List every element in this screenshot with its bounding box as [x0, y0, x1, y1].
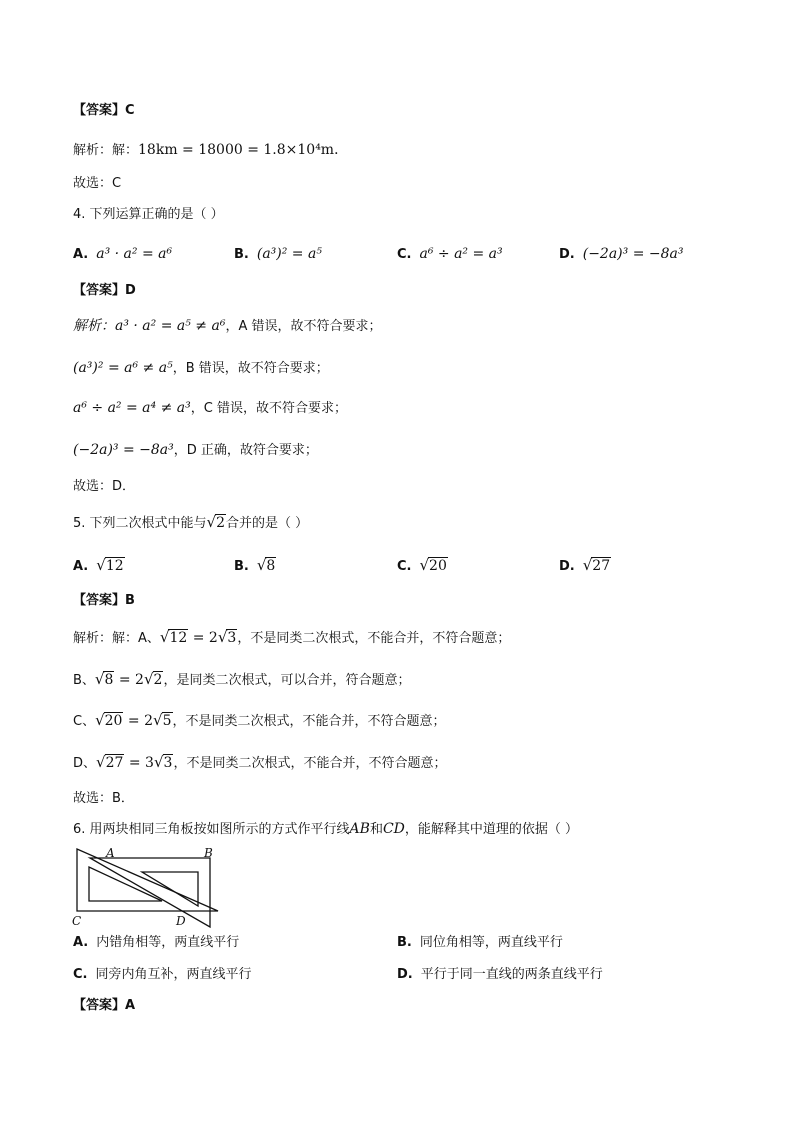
- q3-select: 故选：C: [73, 176, 122, 191]
- q5-analysis-line-1: [73, 626, 510, 648]
- figure-label-d: D: [176, 914, 186, 928]
- q5-answer: 【答案】B: [73, 593, 135, 608]
- q5-option-d-label: D.: [559, 559, 575, 574]
- q6-option-c-text: 同旁内角互补，两直线平行: [95, 967, 252, 982]
- q4-option-c-label: C.: [397, 247, 412, 262]
- q5-analysis-1-eq: = 2: [188, 630, 218, 646]
- q6-option-b: [397, 932, 563, 954]
- q4-option-d-label: D.: [559, 247, 575, 262]
- figure-label-c: C: [72, 914, 82, 928]
- q4-answer: 【答案】D: [73, 283, 136, 298]
- sqrt-icon: √: [96, 556, 106, 574]
- sqrt-icon: √: [153, 753, 164, 771]
- q5-analysis-1-r1: 12: [169, 630, 188, 646]
- q5-analysis-4-prefix: D、: [73, 756, 97, 771]
- q5-option-c: [397, 554, 448, 576]
- sqrt-icon: √: [96, 753, 106, 771]
- q5-option-c-text: 20: [429, 558, 447, 574]
- q6-stem-suffix: ，能解释其中道理的依据（ ）: [404, 822, 579, 837]
- triangle-ruler-right-outer: [90, 858, 210, 927]
- q6-option-d: [397, 964, 603, 986]
- q5-analysis-2-text: ，是同类二次根式，可以合并，符合题意；: [163, 673, 411, 688]
- q4-analysis-1-text: ，A 错误，故不符合要求；: [225, 319, 382, 334]
- q6-option-b-text: 同位角相等，两直线平行: [419, 935, 563, 950]
- q3-analysis-prefix: 解析：解：: [73, 143, 139, 158]
- q4-analysis-line-2: [73, 357, 329, 379]
- q4-analysis-3-math: a⁶ ÷ a² = a⁴ ≠ a³: [73, 400, 191, 416]
- q5-analysis-3-text: ，不是同类二次根式，不能合并，不符合题意；: [172, 714, 446, 729]
- sqrt-icon: √: [143, 670, 154, 688]
- q5-select: 故选：B．: [73, 791, 134, 806]
- q4-option-b-label: B.: [234, 247, 249, 262]
- figure-label-a: A: [106, 846, 115, 860]
- q4-option-a: [73, 243, 172, 265]
- q4-analysis-line-4: [73, 439, 318, 461]
- q4-stem: 4. 下列运算正确的是（ ）: [73, 207, 224, 222]
- q5-option-c-label: C.: [397, 559, 412, 574]
- q4-option-c: [397, 243, 503, 265]
- q3-analysis-math: 18km = 18000 = 1.8×10⁴m．: [138, 142, 349, 158]
- q6-option-c-label: C.: [73, 967, 88, 982]
- q5-option-b-text: 8: [266, 558, 276, 574]
- q3-analysis: [73, 139, 348, 161]
- q5-option-a-text: 12: [105, 558, 124, 574]
- q4-option-c-text: a⁶ ÷ a² = a³: [419, 246, 503, 262]
- sqrt-icon: √: [95, 711, 105, 729]
- q5-analysis-4-eq: = 3: [124, 755, 154, 771]
- q4-option-a-label: A.: [73, 247, 89, 262]
- q4-analysis-4-math: (−2a)³ = −8a³: [73, 442, 174, 458]
- q5-analysis-3-r1: 20: [104, 713, 123, 729]
- q5-option-b-label: B.: [234, 559, 249, 574]
- q4-analysis-line-1: [73, 315, 381, 337]
- sqrt-icon: √: [206, 513, 217, 531]
- q6-stem-ab: AB: [349, 821, 370, 837]
- q4-option-b: [234, 243, 322, 265]
- q6-stem-and: 和: [369, 822, 383, 837]
- q6-option-d-text: 平行于同一直线的两条直线平行: [420, 967, 603, 982]
- q6-option-a-label: A.: [73, 935, 89, 950]
- q5-stem-suffix: 合并的是（ ）: [226, 516, 309, 531]
- q5-analysis-line-4: [73, 751, 446, 773]
- q4-option-d-text: (−2a)³ = −8a³: [582, 246, 684, 262]
- q6-option-a-text: 内错角相等，两直线平行: [96, 935, 240, 950]
- q6-option-a: [73, 932, 239, 954]
- q5-analysis-2-r1: 8: [104, 672, 114, 688]
- q6-answer: 【答案】A: [73, 998, 136, 1013]
- sqrt-icon: √: [256, 556, 267, 574]
- q6-option-d-label: D.: [397, 967, 413, 982]
- q5-analysis-2-r2: 2: [153, 672, 163, 688]
- sqrt-icon: √: [153, 711, 163, 729]
- q4-analysis-2-math: (a³)² = a⁶ ≠ a⁵: [73, 360, 173, 376]
- q4-analysis-1-math: 解析：a³ · a² = a⁵ ≠ a⁶: [73, 318, 226, 334]
- q5-option-a-label: A.: [73, 559, 89, 574]
- q5-analysis-3-prefix: C、: [73, 714, 96, 729]
- q4-option-a-text: a³ · a² = a⁶: [96, 246, 173, 262]
- q5-analysis-2-prefix: B、: [73, 673, 95, 688]
- q4-analysis-3-text: ，C 错误，故不符合要求；: [190, 401, 347, 416]
- q5-analysis-line-2: [73, 668, 410, 690]
- q5-analysis-4-text: ，不是同类二次根式，不能合并，不符合题意；: [173, 756, 447, 771]
- q5-analysis-4-r2: 3: [163, 755, 173, 771]
- sqrt-icon: √: [94, 670, 105, 688]
- q6-option-b-label: B.: [397, 935, 412, 950]
- q6-figure-triangle-rulers: [70, 845, 220, 930]
- q5-analysis-line-3: [73, 709, 446, 731]
- figure-label-b: B: [204, 846, 213, 860]
- q5-option-d: [559, 554, 611, 576]
- q4-analysis-line-3: [73, 397, 347, 419]
- sqrt-icon: √: [159, 628, 170, 646]
- sqrt-icon: √: [582, 556, 593, 574]
- q5-analysis-1-prefix: 解析：解：A、: [73, 631, 160, 646]
- q5-analysis-1-text: ，不是同类二次根式，不能合并，不符合题意；: [237, 631, 511, 646]
- q5-stem-prefix: 5. 下列二次根式中能与: [73, 516, 207, 531]
- q6-stem-cd: CD: [382, 821, 405, 837]
- sqrt-icon: √: [217, 628, 228, 646]
- q6-option-c: [73, 964, 252, 986]
- q5-analysis-3-eq: = 2: [123, 713, 154, 729]
- q4-analysis-2-text: ，B 错误，故不符合要求；: [172, 361, 329, 376]
- q5-analysis-1-r2: 3: [227, 630, 237, 646]
- q5-analysis-2-eq: = 2: [114, 672, 144, 688]
- q5-analysis-3-r2: 5: [162, 713, 172, 729]
- sqrt-icon: √: [419, 556, 430, 574]
- q3-answer: 【答案】C: [73, 103, 135, 118]
- q4-option-d: [559, 243, 683, 265]
- q5-option-a: [73, 554, 125, 576]
- q4-option-b-text: (a³)² = a⁵: [256, 246, 322, 262]
- q4-select: 故选：D．: [73, 479, 136, 494]
- q6-stem-prefix: 6. 用两块相同三角板按如图所示的方式作平行线: [73, 822, 350, 837]
- q5-option-d-text: 27: [592, 558, 611, 574]
- q4-analysis-4-text: ，D 正确，故符合要求；: [173, 443, 318, 458]
- q5-stem-radicand: 2: [216, 515, 226, 531]
- q5-option-b: [234, 554, 276, 576]
- q6-stem: [73, 818, 578, 840]
- q5-stem: [73, 511, 308, 533]
- q5-analysis-4-r1: 27: [105, 755, 124, 771]
